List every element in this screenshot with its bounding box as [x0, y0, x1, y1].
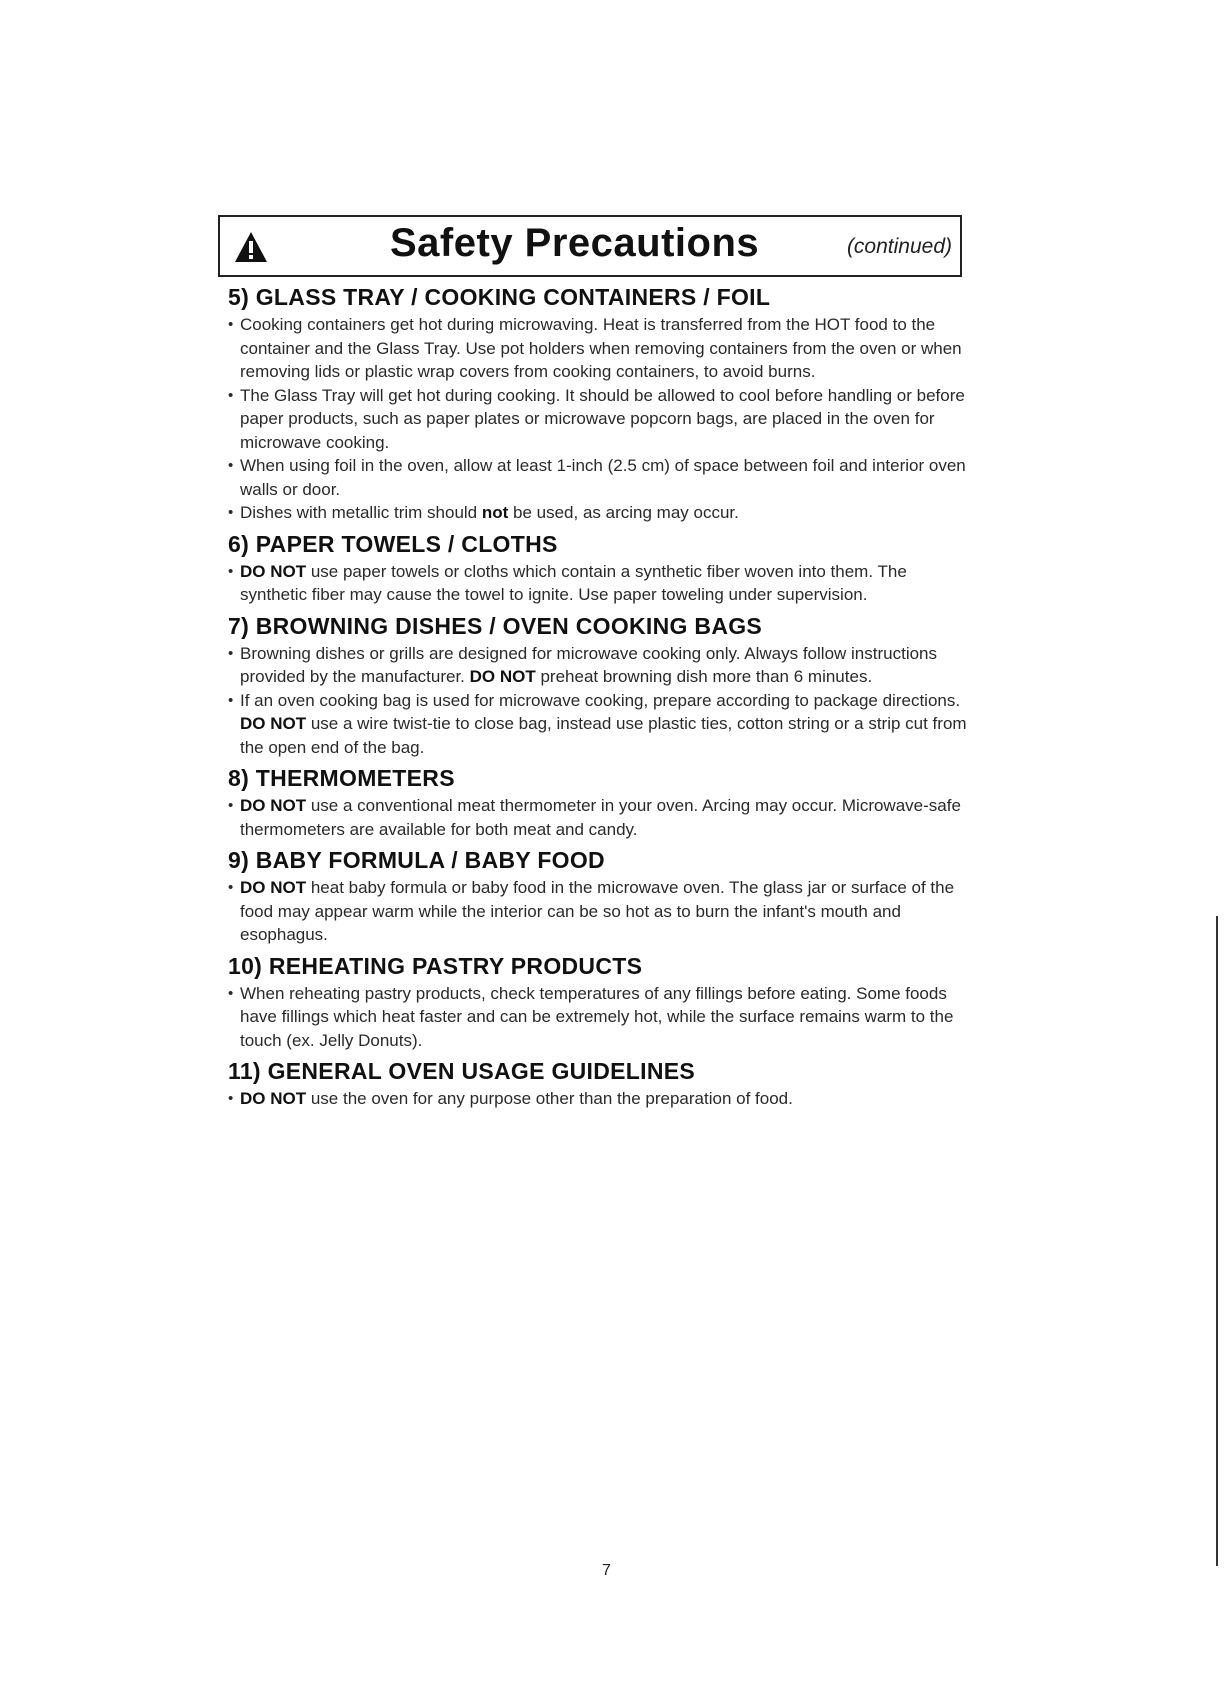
bullet-item	[228, 642, 968, 689]
section	[228, 1058, 968, 1111]
bullet-item	[228, 501, 968, 525]
emphasis-text: DO NOT	[240, 878, 307, 897]
bullet-list	[228, 560, 968, 607]
body-text: If an oven cooking bag is used for microwave cooking, prepare according to package directions.	[240, 690, 961, 710]
emphasis-text: DO NOT	[240, 1089, 307, 1108]
bullet-list	[228, 1087, 968, 1111]
emphasis-text: DO NOT	[240, 796, 307, 815]
body-text: The Glass Tray will get hot during cooking. It should be allowed to cool before handling or before paper products, such as paper plates or microwave popcorn bags, are placed in the oven for microwave cooking.	[240, 385, 965, 452]
precautions-list	[228, 284, 968, 1117]
section-heading: 10) REHEATING PASTRY PRODUCTS	[228, 952, 643, 979]
continued-label: (continued)	[846, 235, 952, 258]
page-title: Safety Precautions	[390, 221, 760, 265]
section-heading: 8) THERMOMETERS	[228, 765, 455, 791]
section-heading: 9) BABY FORMULA / BABY FOOD	[228, 847, 605, 873]
body-text: When using foil in the oven, allow at least 1-inch (2.5 cm) of space between foil and interior oven walls or door.	[240, 456, 966, 499]
section	[228, 765, 968, 841]
bullet-item	[228, 876, 968, 947]
emphasis-text: not	[481, 503, 509, 522]
body-text: use a wire twist-tie to close bag, instead use plastic ties, cotton string or a strip cut from the open end of the bag.	[240, 714, 967, 757]
body-text: preheat browning dish more than 6 minutes.	[535, 667, 873, 686]
section	[228, 613, 968, 760]
section-heading: 6) PAPER TOWELS / CLOTHS	[228, 530, 558, 557]
body-text: When reheating pastry products, check temperatures of any fillings before eating. Some foods have fillings which heat faster and can be extremely hot, while the surface remains warm to the touch (ex. Jelly Donuts).	[240, 983, 954, 1050]
warning-triangle-icon	[234, 231, 268, 263]
section-heading: 11) GENERAL OVEN USAGE GUIDELINES	[228, 1058, 696, 1084]
body-text: use paper towels or cloths which contain a synthetic fiber woven into them. The synthetic fiber may cause the towel to ignite. Use paper toweling under supervision.	[240, 561, 907, 604]
body-text: heat baby formula or baby food in the microwave oven. The glass jar or surface of the food may appear warm while the interior can be so hot as to burn the infant's mouth and esophagus.	[240, 878, 955, 944]
body-text: Browning dishes or grills are designed for microwave cooking only. Always follow instructions provided by the manufacturer.	[240, 643, 937, 686]
bullet-list	[228, 313, 968, 525]
emphasis-text: DO NOT	[240, 714, 307, 733]
bullet-item	[228, 560, 968, 607]
bullet-list	[228, 876, 968, 947]
bullet-item	[228, 689, 968, 760]
page-number: 7	[602, 1562, 611, 1579]
bullet-list	[228, 982, 968, 1053]
body-text: use a conventional meat thermometer in your oven. Arcing may occur. Microwave-safe thermometers are available for both meat and candy.	[240, 796, 961, 839]
bullet-item	[228, 313, 968, 384]
section	[228, 847, 968, 947]
bullet-item	[228, 1087, 968, 1111]
body-text: be used, as arcing may occur.	[508, 503, 739, 522]
emphasis-text: DO NOT	[469, 667, 536, 686]
title-banner	[218, 215, 962, 277]
scan-edge-line	[1216, 916, 1218, 1566]
bullet-item	[228, 384, 968, 455]
bullet-item	[228, 982, 968, 1053]
emphasis-text: DO NOT	[240, 561, 307, 581]
bullet-item	[228, 794, 968, 841]
body-text: use the oven for any purpose other than the preparation of food.	[306, 1089, 793, 1108]
section	[228, 284, 968, 525]
section-heading: 5) GLASS TRAY / COOKING CONTAINERS / FOIL	[228, 284, 771, 310]
section	[228, 953, 968, 1053]
section-heading: 7) BROWNING DISHES / OVEN COOKING BAGS	[228, 612, 763, 639]
bullet-item	[228, 454, 968, 501]
bullet-list	[228, 794, 968, 841]
body-text: Cooking containers get hot during microwaving. Heat is transferred from the HOT food to the container and the Glass Tray. Use pot holders when removing containers from the oven or when removing lids or plastic wrap covers from cooking containers, to avoid burns.	[240, 315, 962, 381]
bullet-list	[228, 642, 968, 760]
body-text: Dishes with metallic trim should	[240, 503, 482, 522]
section	[228, 531, 968, 607]
